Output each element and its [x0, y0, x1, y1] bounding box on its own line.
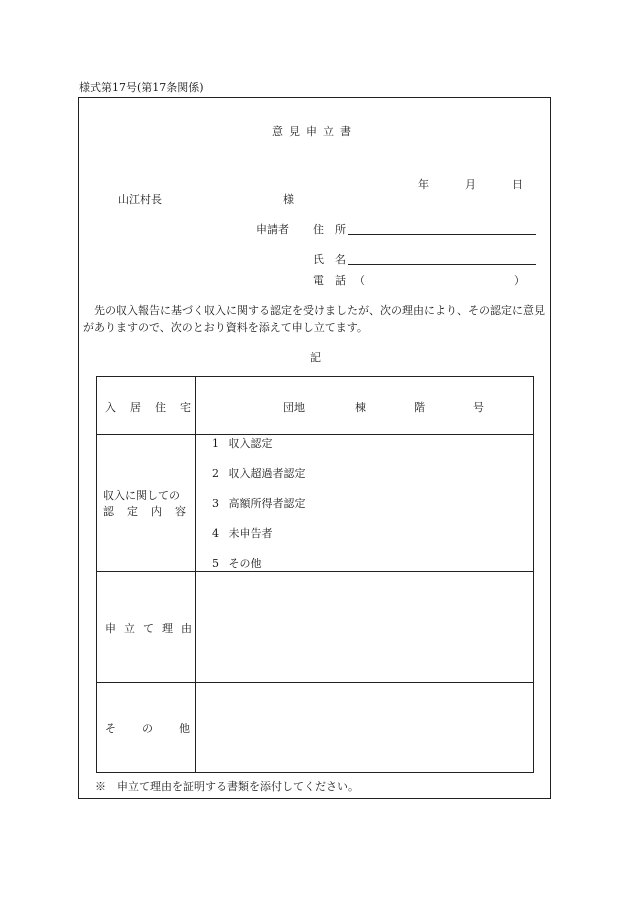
kai-label: 階 [414, 401, 425, 414]
option-label: 収入超過者認定 [228, 467, 306, 480]
applicant-label: 申請者 [256, 223, 289, 236]
option-label: その他 [228, 557, 262, 570]
application-table [96, 376, 534, 773]
income-label-line2: 認定内容 [103, 505, 199, 518]
gou-label: 号 [473, 401, 484, 414]
danchi-label: 団地 [283, 401, 305, 414]
phone-label: 電 話 [313, 274, 346, 287]
option-item-4[interactable] [212, 525, 273, 541]
option-number: 5 [212, 557, 219, 570]
addressee-name: 山江村長 [118, 193, 162, 206]
phone-open-paren: （ [354, 274, 365, 287]
option-number: 4 [212, 527, 219, 540]
option-number: 1 [212, 437, 219, 450]
name-label: 氏 名 [313, 253, 346, 266]
date-month: 月 [465, 178, 476, 191]
footnote: ※ 申立て理由を証明する書類を添付してください。 [95, 780, 359, 793]
date-year: 年 [418, 178, 429, 191]
residence-label: 入居住宅 [105, 401, 205, 414]
addressee-honorific: 様 [283, 193, 294, 206]
option-item-1[interactable] [212, 435, 273, 451]
form-number: 様式第17号(第17条関係) [79, 81, 204, 94]
body-text: 先の収入報告に基づく収入に関する認定を受けましたが、次の理由により、その認定に意見がありますので、次のとおり資料を添えて申し立てます。 [83, 304, 545, 334]
option-number: 3 [212, 497, 219, 510]
option-label: 高額所得者認定 [228, 497, 306, 510]
form-title: 意見申立書 [272, 125, 357, 138]
phone-close-paren: ） [514, 274, 525, 287]
other-field[interactable] [196, 683, 533, 772]
option-item-2[interactable] [212, 465, 306, 481]
table-row-divider [97, 434, 533, 435]
address-label: 住 所 [313, 223, 346, 236]
phone-field[interactable] [370, 270, 510, 286]
option-number: 2 [212, 467, 219, 480]
date-day: 日 [512, 178, 523, 191]
option-item-5[interactable] [212, 555, 262, 571]
other-label: その他 [105, 722, 216, 735]
mune-label: 棟 [355, 401, 366, 414]
address-field[interactable] [348, 234, 536, 235]
row-residence-label [105, 399, 205, 415]
reason-field[interactable] [196, 572, 533, 681]
name-field[interactable] [348, 264, 536, 265]
option-label: 収入認定 [228, 437, 273, 450]
ki-heading: 記 [310, 351, 321, 364]
income-label-line1: 収入に関しての [103, 489, 180, 502]
reason-label: 申立て理由 [105, 622, 200, 635]
option-label: 未申告者 [228, 527, 273, 540]
option-item-3[interactable] [212, 495, 306, 511]
